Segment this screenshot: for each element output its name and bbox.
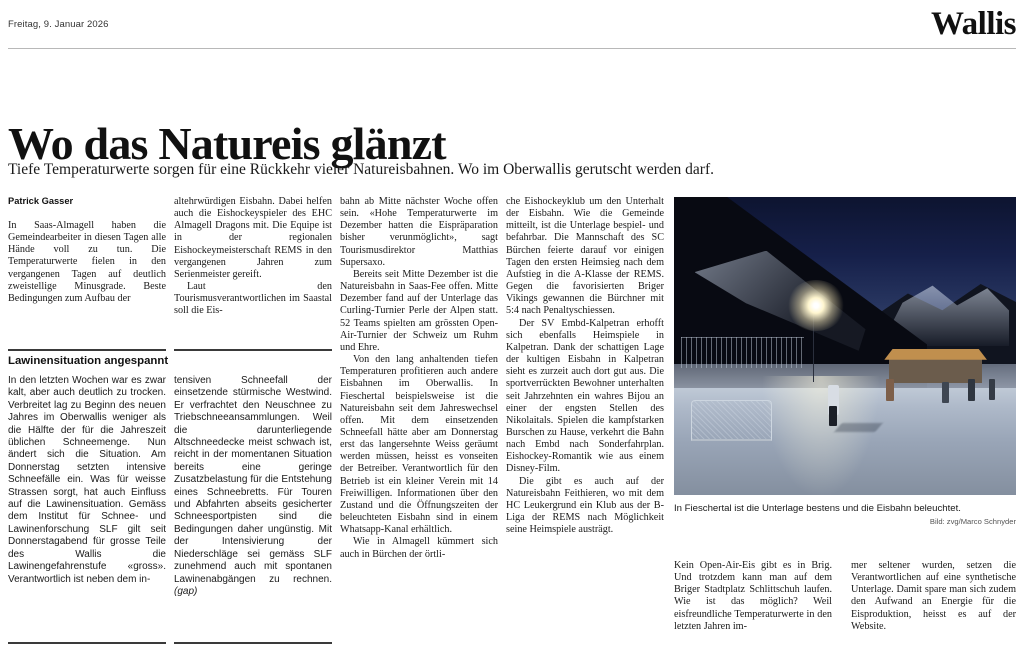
publication-date: Freitag, 9. Januar 2026 <box>8 19 109 30</box>
page-title: Wo das Natureis glänzt <box>8 117 446 169</box>
paragraph: altehrwürdigen Eisbahn. Dabei helfen auch die Eishockeyspieler des EHC Almagell Dragons mit. Die Equipe ist in der regionalen Eishockeymeisterschaft REMS in den vergangenen Jahren zum Serienmeister gereift. <box>174 196 332 280</box>
article-column-6 <box>851 560 1016 633</box>
section-title: Wallis <box>930 6 1016 42</box>
infobox-rule-bottom-right <box>174 642 332 644</box>
paragraph: bahn ab Mitte nächster Woche offen sein. «Hohe Temperaturwerte im Dezember hatten die Eispräparation bisher verunmöglicht», sagt Tourismusdirektor Matthias Supersaxo. <box>340 196 498 268</box>
infobox-rule-top-left <box>8 349 166 351</box>
article-column-4 <box>506 196 664 536</box>
paragraph: Laut den Tourismusverantwortlichen im Saastal soll die Eis- <box>174 281 332 317</box>
article-subhead: Tiefe Temperaturwerte sorgen für eine Rückkehr vieler Natureisbahnen. Wo im Oberwallis gerutscht werden darf. <box>8 161 714 178</box>
photo-credit: Bild: zvg/Marco Schnyder <box>929 517 1016 526</box>
paragraph: Kein Open-Air-Eis gibt es in Brig. Und trotzdem kann man auf dem Briger Stadtplatz Schlittschuh laufen. Wie ist das möglich? Weil eisfreundliche Temperaturwerte in den letzten Jahren im- <box>674 560 832 632</box>
floodlight-glow <box>787 280 845 331</box>
paragraph: che Eishockeyklub um den Unterhalt der Eisbahn. Wie die Gemeinde mitteilt, ist die Unterlage bespiel- und befahrbar. Die Mannschaft des SC Bürchen feierte darauf vor einigen Tagen den ersten Heimsieg nach dem Aufstieg in die A-Klasse der REMS. Gegen die favorisierten Briger Vikings gewannen die Bürchner mit 5:4 nach Penaltyschiessen. <box>506 196 664 317</box>
article-column-2 <box>174 196 332 318</box>
article-column-5 <box>674 560 832 633</box>
infobox-rule-top-right <box>174 349 332 351</box>
infobox-title: Lawinensituation angespannt <box>8 355 169 367</box>
paragraph: Wie in Almagell kümmert sich auch in Bürchen der örtli- <box>340 536 498 560</box>
header-divider <box>8 48 1016 49</box>
skater-figure <box>942 382 949 403</box>
skater-figure <box>886 379 894 401</box>
article-column-3 <box>340 196 498 561</box>
infobox-signature: (gap) <box>174 585 198 597</box>
rink-fence <box>681 337 804 368</box>
masthead <box>8 6 1016 44</box>
paragraph: Bereits seit Mitte Dezember ist die Natureisbahn in Saas-Fee offen. Mitte Dezember fand auf der Unterlage das Curling-Turnier Perle der Alpen statt. 52 Teams spielten am grössten Open-Air-Turnier der Schweiz um Ruhm und Ehre. <box>340 268 498 353</box>
article-photo <box>674 197 1016 495</box>
skater-figure <box>968 379 975 401</box>
paragraph: Von den lang anhaltenden tiefen Temperaturen profitieren auch andere Eisbahnen im Oberwallis. In Fieschertal beispielsweise ist die Natureisbahn seit dem Jahreswechsel offen. Mit dem einsetzenden Schneefall hätte aber am Donnerstag erst das langersehnte Weiss geräumt werden müssen, heisst es vonseiten der Betreiber. Verantwortlich für den Betrieb ist ein kleiner Verein mit 14 Freiwilligen. Informationen über den Zustand und die Öffnungszeiten der beleuchteten Eisbahn sind in einem Whatsapp-Kanal erhältlich. <box>340 354 498 536</box>
night-ice-rink-photo <box>674 197 1016 495</box>
article-byline: Patrick Gasser <box>8 196 74 206</box>
paragraph: mer seltener wurden, setzen die Verantwortlichen auf eine synthetische Unterlage. Damit spare man sich zudem den Aufwand an Energie für die Eisproduktion, heisst es auf der Website. <box>851 560 1016 632</box>
paragraph: Die gibt es auch auf der Natureisbahn Feithieren, wo mit dem HC Leukergrund ein Klub aus der B-Liga der REMS nach Möglichkeit seine Heimspiele austrägt. <box>506 475 664 536</box>
paragraph: In den letzten Wochen war es zwar kalt, aber auch deutlich zu trocken. Verbreitet lag zu Beginn des neuen Jahres im Oberwallis weniger als die Hälfte der für die Jahreszeit üblichen Schneemenge. Nun ändert sich die Situation. Am Donnerstag setzten intensive Schneefälle ein. Was für weisse Strassen sorgt, hat auch Einfluss auf die Lawinensituation. Gemäss dem Institut für Schnee- und Lawinenforschung SLF gilt seit Donnerstagabend für grosse Teile des Wallis die Lawinengefahrenstufe «gross». Verantwortlich ist neben dem in- <box>8 375 166 585</box>
skater-shadow <box>834 423 883 432</box>
paragraph <box>174 375 332 598</box>
skater-figure <box>989 379 995 400</box>
infobox-column-1 <box>8 375 166 586</box>
ice-light-reflection <box>763 376 879 495</box>
infobox-rule-bottom-left <box>8 642 166 644</box>
paragraph: Der SV Embd-Kalpetran erhofft sich ebenfalls Heimspiele in Kalpetran. Dank der schattigen Lage der kultigen Eisbahn in Kalpetran sieht es zurzeit auch dort gut aus. Die sportverrückten Bewohner unterhalten seit Jahrzehnten ein wahres Bijou an einer der engsten Stellen des Nikolaitals. Spielen die kampfstarken Burschen zu Hause, verkehrt die Bahn nach Embd nach Sonderfahrplan. Eishockey-Romantik wie aus einem Disney-Film. <box>506 317 664 475</box>
infobox-text: tensiven Schneefall der einsetzende stürmische Westwind. Er verfrachtet den Neuschnee zu Triebschneeansammlungen. Weil die darunterliegende Altschneedecke meist schwach ist, reicht in der momentanen Situation bereits eine geringe Zusatzbelastung für die Entstehung eines Schneebretts. Für Touren und Abfahrten abseits gesicherter Schneesportpisten sind die Bedingungen daher ungünstig. Mit der Intensivierung der Niederschläge sei gemäss SLF zunehmend auch mit spontanen Lawinenabgängen zu rechnen. <box>174 375 332 585</box>
skater-figure <box>829 406 837 427</box>
rink-hut-roof <box>884 349 987 360</box>
paragraph: In Saas-Almagell haben die Gemeindearbeiter in diesen Tagen alle Hände voll zu tun. Die Temperaturwerte fielen in den vergangenen Tagen auf deutlich zweistellige Minusgrade. Beste Bedingungen zum Aufbau der <box>8 220 166 304</box>
photo-caption: In Fieschertal ist die Unterlage bestens und die Eisbahn beleuchtet. <box>674 503 961 514</box>
article-column-1 <box>8 196 166 305</box>
hockey-goal <box>691 400 772 442</box>
infobox-column-2 <box>174 375 332 598</box>
